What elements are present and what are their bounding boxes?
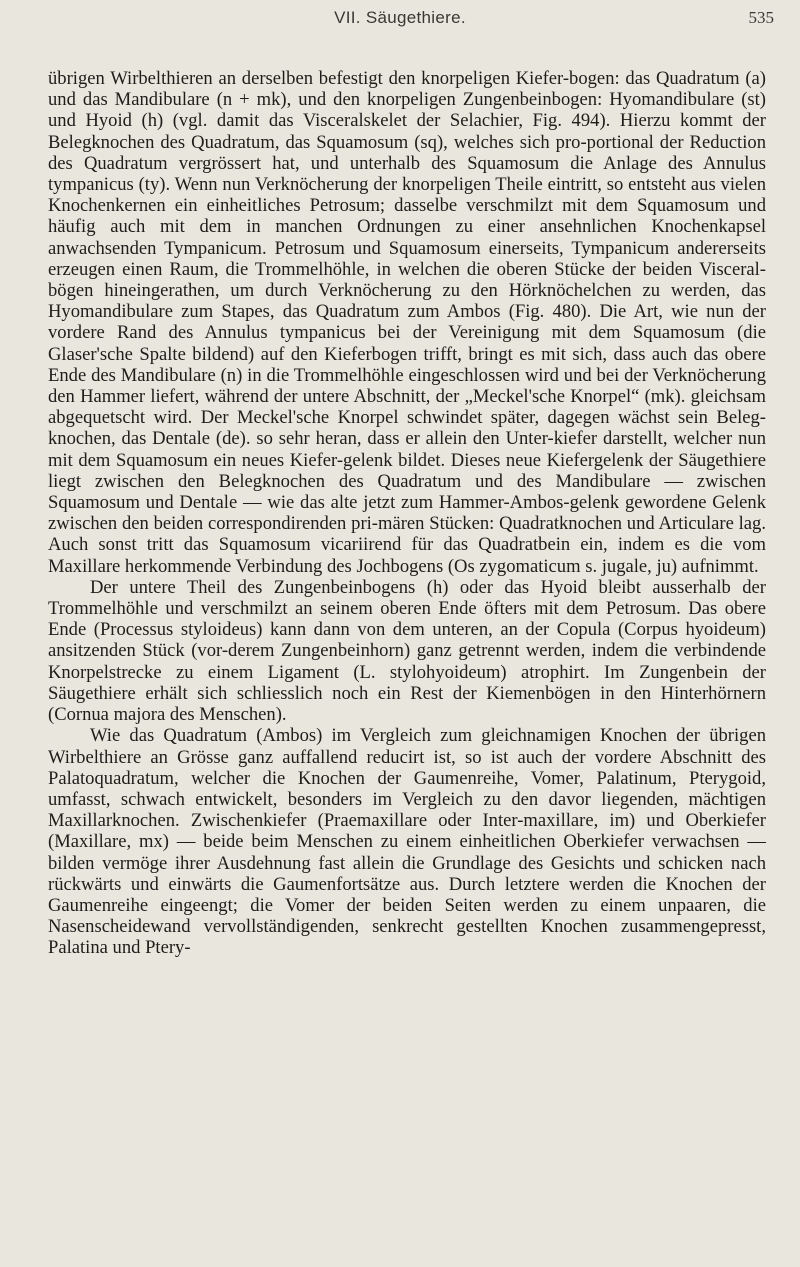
paragraph: übrigen Wirbelthieren an derselben befestigt den knorpeligen Kiefer-bogen: das Quadratum (a) und das Mandibulare (n + mk), und den knorpeligen Zungenbeinbogen: Hyomandibulare (st) und Hyoid (h) (vgl. damit das Visceralskelet der Selachier, Fig. 494). Hierzu kommt der Belegknochen des Quadratum, das Squamosum (sq), welches sich pro-portional der Reduction des Quadratum vergrössert hat, und unterhalb des Squamosum die Anlage des Annulus tympanicus (ty). Wenn nun Verknöcherung der knorpeligen Theile eintritt, so entsteht aus vielen Knochenkernen ein einheitliches Petrosum; dasselbe verschmilzt mit dem Squamosum und häufig auch mit dem in manchen Ordnungen zu einer ansehnlichen Knochenkapsel anwachsenden Tympanicum. Petrosum und Squamosum einerseits, Tympanicum andererseits erzeugen einen Raum, die Trommelhöhle, in welchen die oberen Stücke der beiden Visceral-bögen hineingerathen, um durch Verknöcherung zu den Hörknöchelchen zu werden, das Hyomandibulare zum Stapes, das Quadratum zum Ambos (Fig. 480). Die Art, wie nun der vordere Rand des Annulus tympanicus bei der Vereinigung mit dem Squamosum (die Glaser'sche Spalte bildend) auf den Kieferbogen trifft, bringt es mit sich, dass auch das obere Ende des Mandibulare (n) in die Trommelhöhle eingeschlossen wird und bei der Verknöcherung den Hammer liefert, während der untere Abschnitt, der „Meckel'sche Knorpel“ (mk). gleichsam abgequetscht wird. Der Meckel'sche Knorpel schwindet später, dagegen wächst sein Beleg-knochen, das Dentale (de). so sehr heran, dass er allein den Unter-kiefer darstellt, welcher nun mit dem Squamosum ein neues Kiefer-gelenk bildet. Dieses neue Kiefergelenk der Säugethiere liegt zwischen den Belegknochen des Quadratum und des Mandibulare — zwischen Squamosum und Dentale — wie das alte jetzt zum Hammer-Ambos-gelenk gewordene Gelenk zwischen den beiden correspondirenden pri-mären Stücken: Quadratknochen und Articulare lag. Auch sonst tritt das Squamosum vicariirend für das Quadratbein ein, indem es die vom Maxillare herkommende Verbindung des Jochbogens (Os zygomaticum s. jugale, ju) aufnimmt.: [48, 68, 766, 577]
body-text: [48, 68, 766, 959]
running-header: VII. Säugethiere.: [334, 8, 466, 27]
paragraph: Der untere Theil des Zungenbeinbogens (h) oder das Hyoid bleibt ausserhalb der Trommelhöhle und verschmilzt an seinem oberen Ende öfters mit dem Petrosum. Das obere Ende (Processus styloideus) kann dann von dem unteren, an der Copula (Corpus hyoideum) ansitzenden Stück (vor-derem Zungenbeinhorn) ganz getrennt werden, indem die verbindende Knorpelstrecke zu einem Ligament (L. stylohyoideum) atrophirt. Im Zungenbein der Säugethiere erhält sich schliesslich noch ein Rest der Kiemenbögen in den Hinterhörnern (Cornua majora des Menschen).: [48, 576, 766, 726]
paragraph: Wie das Quadratum (Ambos) im Vergleich zum gleichnamigen Knochen der übrigen Wirbelthiere an Grösse ganz auffallend reducirt ist, so ist auch der vordere Abschnitt des Palatoquadratum, welcher die Knochen der Gaumenreihe, Vomer, Palatinum, Pterygoid, umfasst, schwach entwickelt, besonders im Vergleich zu den davor liegenden, mächtigen Maxillarknochen. Zwischenkiefer (Praemaxillare oder Inter-maxillare, im) und Oberkiefer (Maxillare, mx) — beide beim Menschen zu einem einheitlichen Oberkiefer verwachsen — bilden vermöge ihrer Ausdehnung fast allein die Grundlage des Gesichts und schicken nach rückwärts und einwärts die Gaumenfortsätze aus. Durch letztere werden die Knochen der Gaumenreihe eingeengt; die Vomer der beiden Seiten werden zu einem unpaaren, die Nasenscheidewand vervollständigenden, senkrecht gestellten Knochen zusammengepresst, Palatina und Ptery-: [48, 725, 766, 959]
page-number: 535: [748, 8, 774, 27]
